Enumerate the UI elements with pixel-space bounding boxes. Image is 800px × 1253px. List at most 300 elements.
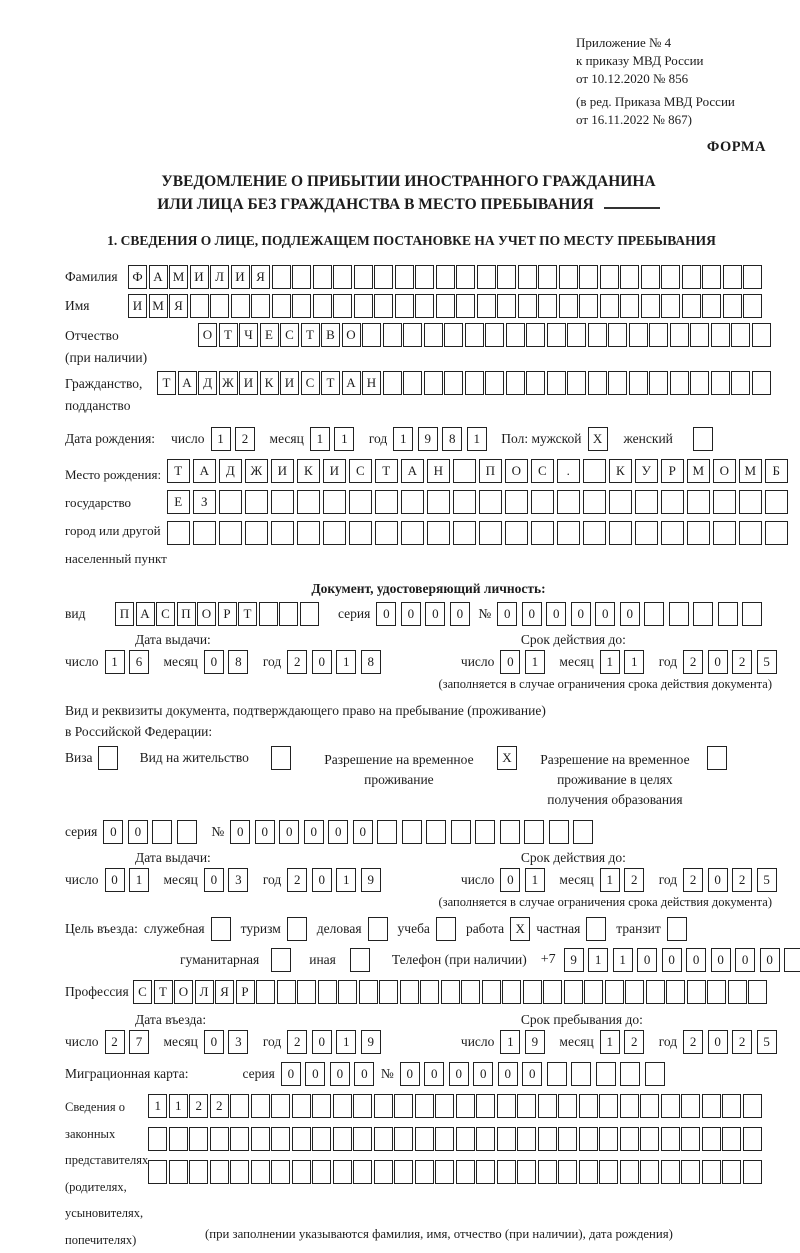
char-cell[interactable]: О bbox=[342, 323, 361, 347]
char-cell[interactable] bbox=[625, 980, 644, 1004]
char-cell[interactable] bbox=[395, 265, 414, 289]
char-cell[interactable]: 0 bbox=[500, 868, 520, 892]
char-cell[interactable] bbox=[271, 1160, 290, 1184]
char-cell[interactable] bbox=[353, 1160, 372, 1184]
char-cell[interactable] bbox=[333, 265, 352, 289]
char-cell[interactable]: 2 bbox=[624, 868, 644, 892]
char-cell[interactable] bbox=[427, 490, 450, 514]
char-cell[interactable] bbox=[297, 490, 320, 514]
char-cell[interactable]: 2 bbox=[683, 1030, 703, 1054]
char-cell[interactable]: Я bbox=[169, 294, 188, 318]
char-cell[interactable] bbox=[526, 371, 545, 395]
char-cell[interactable]: 0 bbox=[500, 650, 520, 674]
char-cell[interactable]: 1 bbox=[600, 1030, 620, 1054]
char-cell[interactable]: Ф bbox=[128, 265, 147, 289]
char-cell[interactable] bbox=[682, 294, 701, 318]
char-cell[interactable] bbox=[485, 323, 504, 347]
char-cell[interactable] bbox=[661, 521, 684, 545]
char-cell[interactable]: 9 bbox=[361, 1030, 381, 1054]
char-cell[interactable]: А bbox=[136, 602, 155, 626]
char-cell[interactable] bbox=[323, 490, 346, 514]
char-cell[interactable] bbox=[313, 265, 332, 289]
char-cell[interactable]: 0 bbox=[204, 650, 224, 674]
char-cell[interactable]: С bbox=[156, 602, 175, 626]
char-cell[interactable]: 0 bbox=[400, 1062, 420, 1086]
char-cell[interactable] bbox=[538, 294, 557, 318]
char-cell[interactable] bbox=[441, 980, 460, 1004]
char-cell[interactable]: 0 bbox=[522, 602, 542, 626]
char-cell[interactable] bbox=[318, 980, 337, 1004]
char-cell[interactable]: 1 bbox=[393, 427, 413, 451]
char-cell[interactable] bbox=[608, 371, 627, 395]
char-cell[interactable] bbox=[517, 1160, 536, 1184]
char-cell[interactable] bbox=[374, 294, 393, 318]
char-cell[interactable] bbox=[557, 521, 580, 545]
char-cell[interactable] bbox=[272, 265, 291, 289]
char-cell[interactable] bbox=[453, 521, 476, 545]
char-cell[interactable] bbox=[167, 521, 190, 545]
char-cell[interactable] bbox=[524, 820, 544, 844]
char-cell[interactable]: М bbox=[149, 294, 168, 318]
char-cell[interactable] bbox=[629, 323, 648, 347]
char-cell[interactable] bbox=[465, 323, 484, 347]
char-cell[interactable] bbox=[748, 980, 767, 1004]
char-cell[interactable]: 1 bbox=[336, 1030, 356, 1054]
char-cell[interactable] bbox=[374, 265, 393, 289]
char-cell[interactable] bbox=[354, 265, 373, 289]
char-cell[interactable]: Р bbox=[236, 980, 255, 1004]
char-cell[interactable] bbox=[682, 265, 701, 289]
char-cell[interactable] bbox=[230, 1094, 249, 1118]
char-cell[interactable] bbox=[333, 1160, 352, 1184]
char-cell[interactable] bbox=[415, 294, 434, 318]
char-cell[interactable]: Н bbox=[427, 459, 450, 483]
char-cell[interactable]: А bbox=[342, 371, 361, 395]
char-cell[interactable] bbox=[722, 1160, 741, 1184]
char-cell[interactable] bbox=[742, 602, 762, 626]
char-cell[interactable] bbox=[690, 323, 709, 347]
char-cell[interactable] bbox=[681, 1094, 700, 1118]
char-cell[interactable] bbox=[711, 371, 730, 395]
char-cell[interactable]: 2 bbox=[210, 1094, 229, 1118]
char-cell[interactable]: 0 bbox=[312, 650, 332, 674]
char-cell[interactable]: К bbox=[609, 459, 632, 483]
char-cell[interactable]: 0 bbox=[128, 820, 148, 844]
char-cell[interactable] bbox=[312, 1094, 331, 1118]
char-cell[interactable]: Т bbox=[154, 980, 173, 1004]
temp-residence-edu-checkbox[interactable] bbox=[707, 746, 727, 770]
char-cell[interactable]: З bbox=[193, 490, 216, 514]
char-cell[interactable] bbox=[148, 1160, 167, 1184]
char-cell[interactable] bbox=[297, 980, 316, 1004]
char-cell[interactable] bbox=[620, 1127, 639, 1151]
char-cell[interactable] bbox=[362, 323, 381, 347]
char-cell[interactable] bbox=[713, 521, 736, 545]
purpose-tourism-checkbox[interactable] bbox=[287, 917, 307, 941]
char-cell[interactable]: С bbox=[301, 371, 320, 395]
char-cell[interactable]: 0 bbox=[637, 948, 657, 972]
char-cell[interactable] bbox=[588, 323, 607, 347]
char-cell[interactable]: 2 bbox=[732, 650, 752, 674]
char-cell[interactable]: 1 bbox=[500, 1030, 520, 1054]
char-cell[interactable]: А bbox=[178, 371, 197, 395]
char-cell[interactable]: 2 bbox=[732, 868, 752, 892]
char-cell[interactable] bbox=[169, 1127, 188, 1151]
char-cell[interactable] bbox=[579, 265, 598, 289]
char-cell[interactable] bbox=[702, 294, 721, 318]
char-cell[interactable] bbox=[505, 490, 528, 514]
char-cell[interactable] bbox=[681, 1160, 700, 1184]
char-cell[interactable]: 1 bbox=[624, 650, 644, 674]
char-cell[interactable] bbox=[420, 980, 439, 1004]
char-cell[interactable]: 7 bbox=[129, 1030, 149, 1054]
char-cell[interactable]: Л bbox=[195, 980, 214, 1004]
char-cell[interactable]: 1 bbox=[336, 650, 356, 674]
char-cell[interactable] bbox=[190, 294, 209, 318]
char-cell[interactable] bbox=[608, 323, 627, 347]
char-cell[interactable]: 9 bbox=[564, 948, 584, 972]
char-cell[interactable] bbox=[485, 371, 504, 395]
char-cell[interactable] bbox=[354, 294, 373, 318]
char-cell[interactable]: 2 bbox=[287, 1030, 307, 1054]
char-cell[interactable] bbox=[292, 1094, 311, 1118]
char-cell[interactable]: Д bbox=[219, 459, 242, 483]
char-cell[interactable]: 8 bbox=[228, 650, 248, 674]
char-cell[interactable]: П bbox=[177, 602, 196, 626]
char-cell[interactable] bbox=[564, 980, 583, 1004]
char-cell[interactable]: Т bbox=[238, 602, 257, 626]
char-cell[interactable]: 5 bbox=[757, 868, 777, 892]
char-cell[interactable] bbox=[435, 1094, 454, 1118]
char-cell[interactable] bbox=[723, 265, 742, 289]
char-cell[interactable]: Я bbox=[215, 980, 234, 1004]
char-cell[interactable] bbox=[687, 521, 710, 545]
char-cell[interactable] bbox=[453, 490, 476, 514]
char-cell[interactable] bbox=[687, 490, 710, 514]
char-cell[interactable]: Я bbox=[251, 265, 270, 289]
char-cell[interactable]: О bbox=[505, 459, 528, 483]
char-cell[interactable]: 1 bbox=[211, 427, 231, 451]
char-cell[interactable]: 0 bbox=[711, 948, 731, 972]
char-cell[interactable] bbox=[517, 1127, 536, 1151]
char-cell[interactable] bbox=[599, 1127, 618, 1151]
temp-residence-checkbox[interactable]: X bbox=[497, 746, 517, 770]
char-cell[interactable]: И bbox=[190, 265, 209, 289]
char-cell[interactable] bbox=[338, 980, 357, 1004]
char-cell[interactable] bbox=[479, 490, 502, 514]
char-cell[interactable] bbox=[272, 294, 291, 318]
char-cell[interactable] bbox=[395, 294, 414, 318]
char-cell[interactable]: 0 bbox=[204, 1030, 224, 1054]
char-cell[interactable] bbox=[292, 1160, 311, 1184]
char-cell[interactable]: 1 bbox=[588, 948, 608, 972]
char-cell[interactable] bbox=[666, 980, 685, 1004]
char-cell[interactable] bbox=[482, 980, 501, 1004]
char-cell[interactable] bbox=[620, 1062, 640, 1086]
char-cell[interactable] bbox=[403, 323, 422, 347]
char-cell[interactable] bbox=[728, 980, 747, 1004]
char-cell[interactable] bbox=[573, 820, 593, 844]
char-cell[interactable]: 1 bbox=[129, 868, 149, 892]
char-cell[interactable] bbox=[543, 980, 562, 1004]
char-cell[interactable] bbox=[711, 323, 730, 347]
char-cell[interactable]: 1 bbox=[467, 427, 487, 451]
char-cell[interactable] bbox=[640, 1127, 659, 1151]
char-cell[interactable]: 0 bbox=[354, 1062, 374, 1086]
char-cell[interactable]: 2 bbox=[683, 650, 703, 674]
char-cell[interactable]: 0 bbox=[312, 868, 332, 892]
char-cell[interactable] bbox=[743, 294, 762, 318]
char-cell[interactable] bbox=[230, 1127, 249, 1151]
char-cell[interactable] bbox=[567, 323, 586, 347]
char-cell[interactable] bbox=[333, 294, 352, 318]
char-cell[interactable] bbox=[476, 1094, 495, 1118]
char-cell[interactable] bbox=[506, 323, 525, 347]
char-cell[interactable]: Т bbox=[375, 459, 398, 483]
char-cell[interactable] bbox=[743, 265, 762, 289]
char-cell[interactable] bbox=[210, 1127, 229, 1151]
char-cell[interactable]: 0 bbox=[473, 1062, 493, 1086]
char-cell[interactable] bbox=[752, 371, 771, 395]
char-cell[interactable] bbox=[547, 323, 566, 347]
sex-male-checkbox[interactable]: X bbox=[588, 427, 608, 451]
char-cell[interactable] bbox=[690, 371, 709, 395]
char-cell[interactable] bbox=[377, 820, 397, 844]
char-cell[interactable] bbox=[349, 521, 372, 545]
char-cell[interactable] bbox=[646, 980, 665, 1004]
char-cell[interactable] bbox=[456, 1160, 475, 1184]
char-cell[interactable]: М bbox=[687, 459, 710, 483]
char-cell[interactable]: Т bbox=[157, 371, 176, 395]
char-cell[interactable] bbox=[567, 371, 586, 395]
char-cell[interactable] bbox=[640, 1160, 659, 1184]
purpose-private-checkbox[interactable] bbox=[586, 917, 606, 941]
char-cell[interactable] bbox=[702, 1094, 721, 1118]
char-cell[interactable] bbox=[461, 980, 480, 1004]
char-cell[interactable]: 0 bbox=[662, 948, 682, 972]
char-cell[interactable]: 1 bbox=[336, 868, 356, 892]
char-cell[interactable] bbox=[435, 1160, 454, 1184]
char-cell[interactable] bbox=[456, 294, 475, 318]
char-cell[interactable]: М bbox=[739, 459, 762, 483]
char-cell[interactable] bbox=[641, 294, 660, 318]
char-cell[interactable] bbox=[502, 980, 521, 1004]
char-cell[interactable] bbox=[722, 1094, 741, 1118]
char-cell[interactable]: 0 bbox=[425, 602, 445, 626]
char-cell[interactable]: 2 bbox=[105, 1030, 125, 1054]
residence-permit-checkbox[interactable] bbox=[271, 746, 291, 770]
char-cell[interactable] bbox=[271, 1094, 290, 1118]
char-cell[interactable] bbox=[765, 490, 788, 514]
char-cell[interactable] bbox=[596, 1062, 616, 1086]
char-cell[interactable]: М bbox=[169, 265, 188, 289]
char-cell[interactable]: 2 bbox=[189, 1094, 208, 1118]
char-cell[interactable]: 1 bbox=[148, 1094, 167, 1118]
char-cell[interactable] bbox=[401, 490, 424, 514]
char-cell[interactable]: П bbox=[115, 602, 134, 626]
char-cell[interactable]: 0 bbox=[401, 602, 421, 626]
purpose-study-checkbox[interactable] bbox=[436, 917, 456, 941]
char-cell[interactable]: 0 bbox=[424, 1062, 444, 1086]
char-cell[interactable]: 0 bbox=[230, 820, 250, 844]
char-cell[interactable] bbox=[403, 371, 422, 395]
char-cell[interactable]: О bbox=[713, 459, 736, 483]
char-cell[interactable] bbox=[251, 1160, 270, 1184]
char-cell[interactable]: И bbox=[231, 265, 250, 289]
char-cell[interactable] bbox=[231, 294, 250, 318]
char-cell[interactable] bbox=[193, 521, 216, 545]
char-cell[interactable] bbox=[609, 490, 632, 514]
char-cell[interactable] bbox=[251, 1094, 270, 1118]
char-cell[interactable]: 3 bbox=[228, 1030, 248, 1054]
char-cell[interactable] bbox=[547, 371, 566, 395]
char-cell[interactable] bbox=[424, 371, 443, 395]
char-cell[interactable] bbox=[230, 1160, 249, 1184]
char-cell[interactable]: 0 bbox=[305, 1062, 325, 1086]
char-cell[interactable] bbox=[670, 323, 689, 347]
char-cell[interactable] bbox=[456, 1094, 475, 1118]
char-cell[interactable] bbox=[444, 371, 463, 395]
char-cell[interactable]: И bbox=[239, 371, 258, 395]
char-cell[interactable]: 0 bbox=[279, 820, 299, 844]
char-cell[interactable] bbox=[415, 1127, 434, 1151]
char-cell[interactable] bbox=[374, 1094, 393, 1118]
char-cell[interactable]: С bbox=[280, 323, 299, 347]
char-cell[interactable] bbox=[661, 265, 680, 289]
char-cell[interactable]: 0 bbox=[571, 602, 591, 626]
char-cell[interactable] bbox=[210, 294, 229, 318]
char-cell[interactable] bbox=[635, 521, 658, 545]
char-cell[interactable]: Ж bbox=[219, 371, 238, 395]
char-cell[interactable] bbox=[600, 294, 619, 318]
char-cell[interactable]: 3 bbox=[228, 868, 248, 892]
char-cell[interactable] bbox=[620, 265, 639, 289]
char-cell[interactable] bbox=[300, 602, 319, 626]
char-cell[interactable] bbox=[394, 1160, 413, 1184]
char-cell[interactable] bbox=[644, 602, 664, 626]
char-cell[interactable] bbox=[251, 1127, 270, 1151]
char-cell[interactable]: Н bbox=[362, 371, 381, 395]
char-cell[interactable]: 0 bbox=[105, 868, 125, 892]
char-cell[interactable]: 0 bbox=[735, 948, 755, 972]
char-cell[interactable] bbox=[620, 294, 639, 318]
char-cell[interactable] bbox=[353, 1094, 372, 1118]
char-cell[interactable] bbox=[559, 265, 578, 289]
char-cell[interactable]: У bbox=[635, 459, 658, 483]
char-cell[interactable] bbox=[629, 371, 648, 395]
char-cell[interactable]: 0 bbox=[328, 820, 348, 844]
char-cell[interactable] bbox=[292, 1127, 311, 1151]
char-cell[interactable] bbox=[189, 1127, 208, 1151]
char-cell[interactable] bbox=[538, 265, 557, 289]
char-cell[interactable]: Л bbox=[210, 265, 229, 289]
char-cell[interactable]: П bbox=[479, 459, 502, 483]
char-cell[interactable]: 0 bbox=[353, 820, 373, 844]
char-cell[interactable]: 0 bbox=[376, 602, 396, 626]
char-cell[interactable]: 0 bbox=[708, 1030, 728, 1054]
char-cell[interactable] bbox=[649, 371, 668, 395]
char-cell[interactable]: И bbox=[271, 459, 294, 483]
char-cell[interactable] bbox=[713, 490, 736, 514]
char-cell[interactable]: И bbox=[128, 294, 147, 318]
char-cell[interactable] bbox=[549, 820, 569, 844]
char-cell[interactable]: А bbox=[193, 459, 216, 483]
char-cell[interactable] bbox=[687, 980, 706, 1004]
char-cell[interactable] bbox=[645, 1062, 665, 1086]
char-cell[interactable]: 6 bbox=[129, 650, 149, 674]
char-cell[interactable] bbox=[641, 265, 660, 289]
char-cell[interactable]: Е bbox=[260, 323, 279, 347]
char-cell[interactable] bbox=[722, 1127, 741, 1151]
char-cell[interactable] bbox=[400, 980, 419, 1004]
char-cell[interactable] bbox=[518, 265, 537, 289]
char-cell[interactable] bbox=[531, 490, 554, 514]
char-cell[interactable]: 0 bbox=[620, 602, 640, 626]
char-cell[interactable]: 1 bbox=[334, 427, 354, 451]
char-cell[interactable] bbox=[538, 1094, 557, 1118]
char-cell[interactable] bbox=[374, 1127, 393, 1151]
char-cell[interactable] bbox=[702, 1160, 721, 1184]
char-cell[interactable] bbox=[292, 294, 311, 318]
char-cell[interactable]: 0 bbox=[450, 602, 470, 626]
char-cell[interactable] bbox=[557, 490, 580, 514]
char-cell[interactable]: 0 bbox=[449, 1062, 469, 1086]
char-cell[interactable]: 0 bbox=[595, 602, 615, 626]
char-cell[interactable]: Т bbox=[321, 371, 340, 395]
char-cell[interactable] bbox=[661, 490, 684, 514]
char-cell[interactable]: О bbox=[197, 602, 216, 626]
char-cell[interactable] bbox=[353, 1127, 372, 1151]
char-cell[interactable] bbox=[583, 521, 606, 545]
char-cell[interactable] bbox=[359, 980, 378, 1004]
char-cell[interactable]: Е bbox=[167, 490, 190, 514]
char-cell[interactable] bbox=[219, 521, 242, 545]
char-cell[interactable] bbox=[558, 1094, 577, 1118]
char-cell[interactable] bbox=[383, 323, 402, 347]
char-cell[interactable]: 5 bbox=[757, 650, 777, 674]
char-cell[interactable]: 1 bbox=[310, 427, 330, 451]
char-cell[interactable] bbox=[312, 1160, 331, 1184]
char-cell[interactable]: 1 bbox=[525, 868, 545, 892]
char-cell[interactable]: 2 bbox=[287, 868, 307, 892]
char-cell[interactable] bbox=[661, 1160, 680, 1184]
char-cell[interactable]: 2 bbox=[683, 868, 703, 892]
char-cell[interactable]: 0 bbox=[103, 820, 123, 844]
char-cell[interactable] bbox=[453, 459, 476, 483]
char-cell[interactable] bbox=[436, 265, 455, 289]
char-cell[interactable]: 5 bbox=[757, 1030, 777, 1054]
char-cell[interactable] bbox=[313, 294, 332, 318]
char-cell[interactable] bbox=[693, 602, 713, 626]
char-cell[interactable]: 0 bbox=[708, 650, 728, 674]
char-cell[interactable]: 9 bbox=[418, 427, 438, 451]
char-cell[interactable]: В bbox=[321, 323, 340, 347]
char-cell[interactable]: И bbox=[280, 371, 299, 395]
purpose-work-checkbox[interactable]: X bbox=[510, 917, 530, 941]
char-cell[interactable] bbox=[479, 521, 502, 545]
char-cell[interactable] bbox=[518, 294, 537, 318]
char-cell[interactable]: 0 bbox=[312, 1030, 332, 1054]
char-cell[interactable] bbox=[497, 265, 516, 289]
char-cell[interactable] bbox=[256, 980, 275, 1004]
char-cell[interactable] bbox=[605, 980, 624, 1004]
char-cell[interactable] bbox=[579, 1127, 598, 1151]
char-cell[interactable] bbox=[506, 371, 525, 395]
char-cell[interactable] bbox=[435, 1127, 454, 1151]
char-cell[interactable] bbox=[271, 521, 294, 545]
char-cell[interactable] bbox=[702, 265, 721, 289]
char-cell[interactable]: 9 bbox=[361, 868, 381, 892]
